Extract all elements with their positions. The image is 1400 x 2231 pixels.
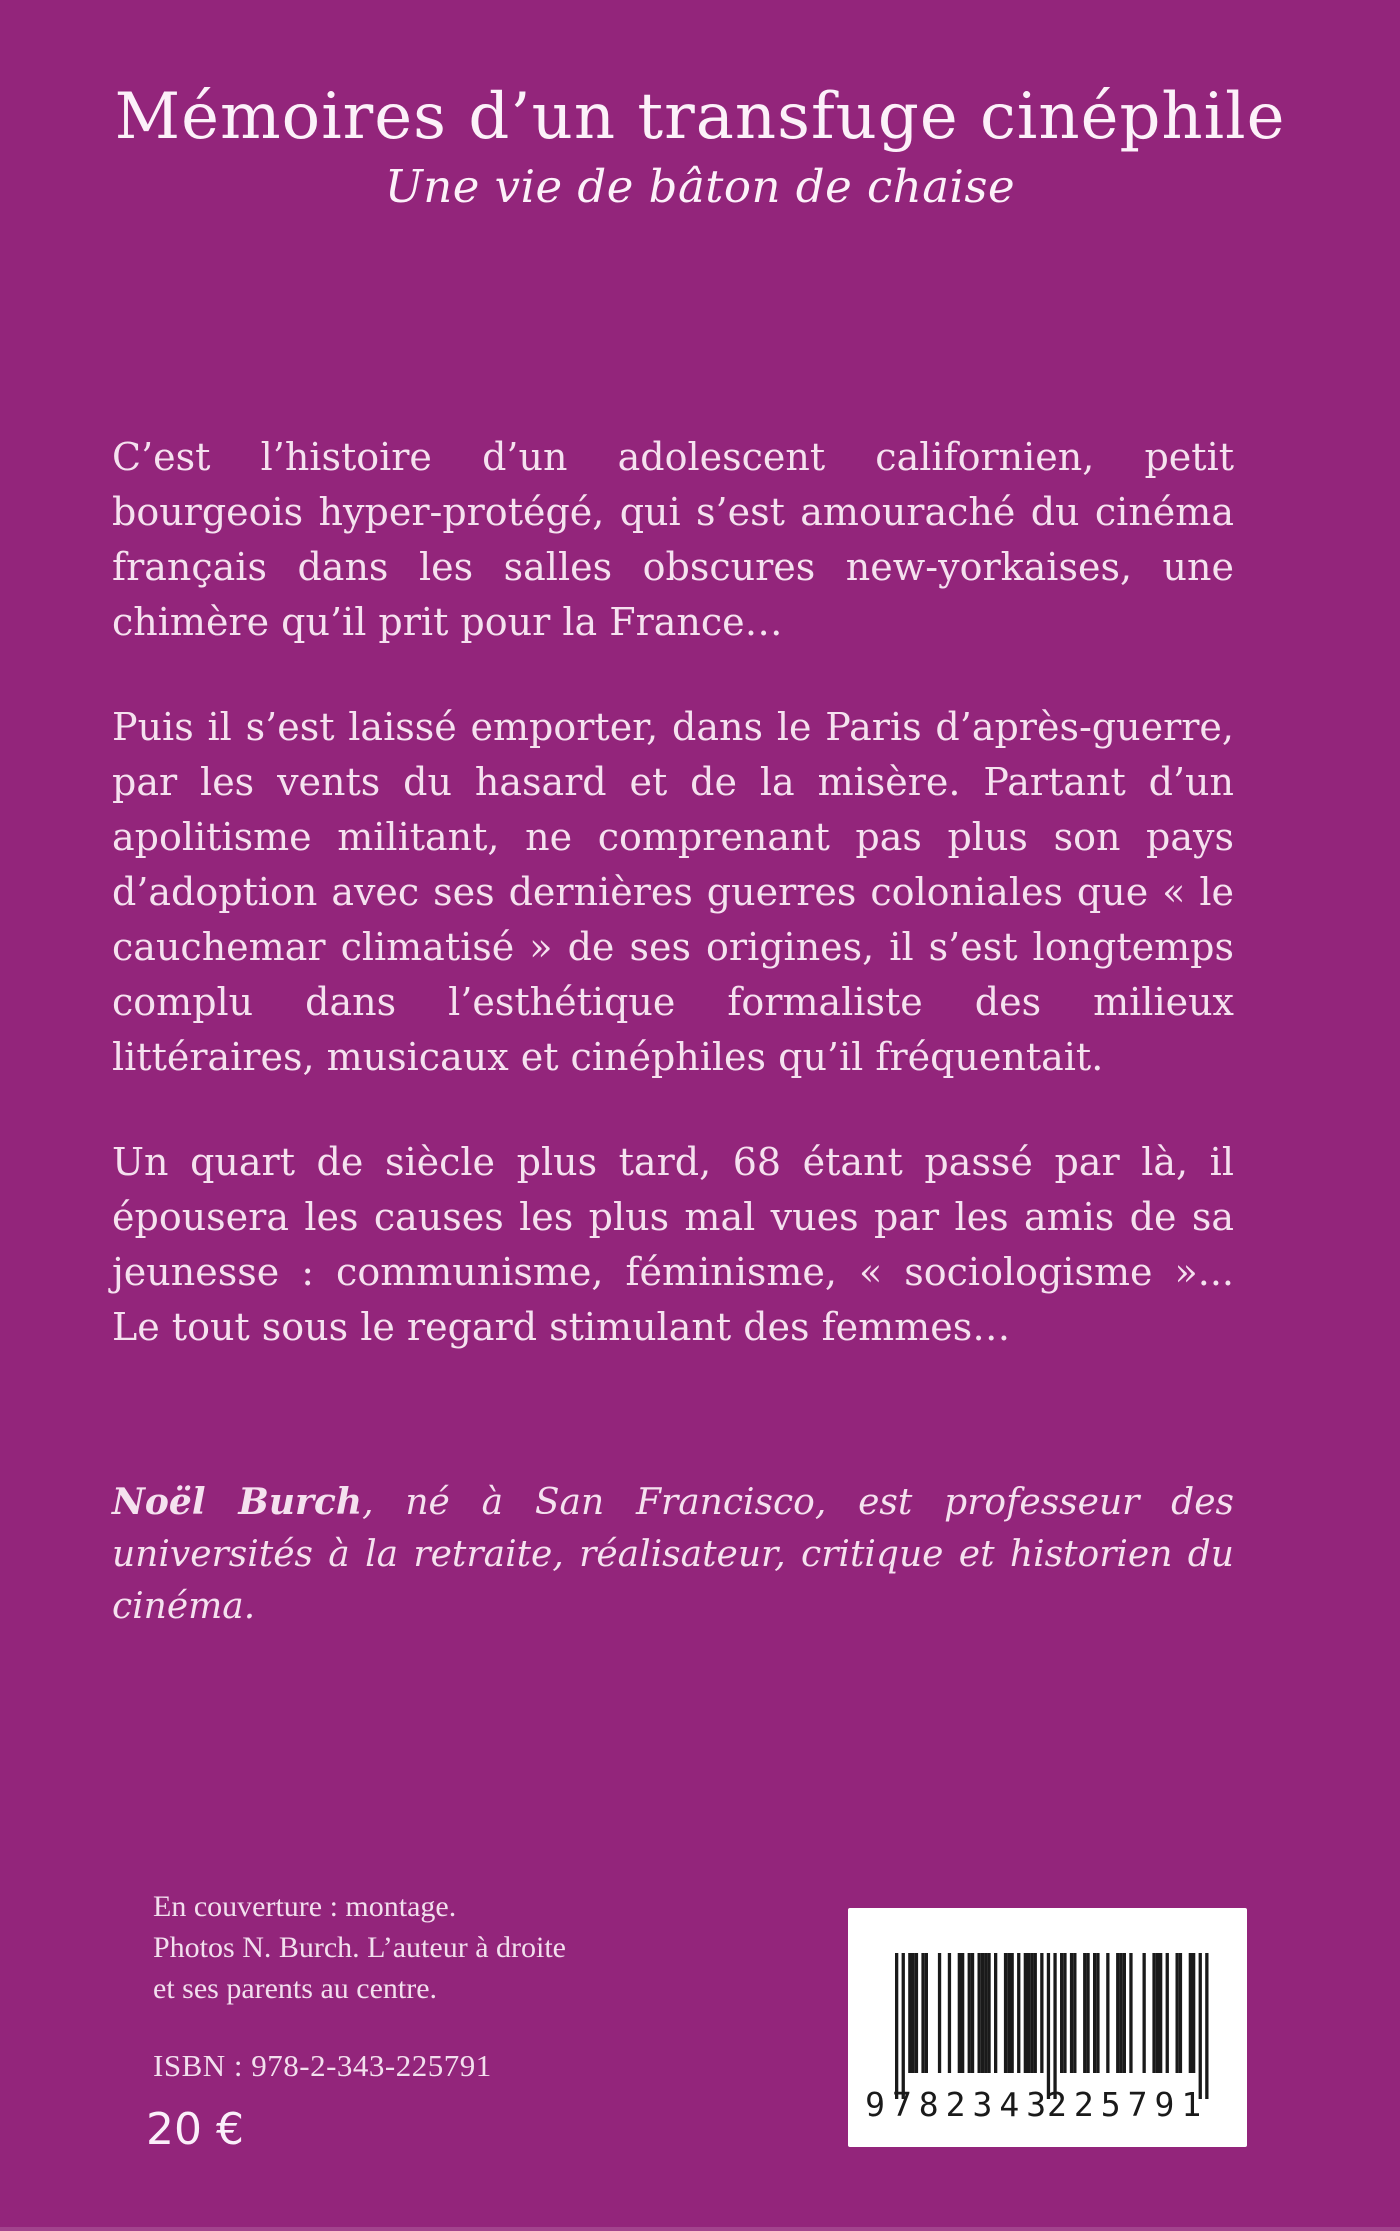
title-block	[0, 82, 1400, 213]
price-label: 20 €	[146, 2104, 244, 2155]
barcode	[848, 1908, 1247, 2147]
svg-text:225791: 225791	[1047, 2085, 1209, 2124]
author-bio	[112, 1476, 1234, 1633]
cover-credits	[153, 1886, 566, 2009]
author-name: Noël Burch	[112, 1481, 363, 1523]
book-title: Mémoires d’un transfuge cinéphile	[114, 80, 1286, 154]
synopsis-paragraph-2: Puis il s’est laissé emporter, dans le Paris d’après-guerre, par les vents du hasard et de la misère. Partant d’un apolitisme militant, ne comprenant pas plus son pays d’adoption avec ses dernières guerres coloniales que « le cauchemar climatisé » de ses origines, il s’est longtemps complu dans l’esthétique formaliste des milieux littéraires, musicaux et cinéphiles qu’il fréquentait.	[112, 705, 1234, 1079]
synopsis-block	[112, 430, 1234, 1405]
credit-line: et ses parents au centre.	[153, 1972, 438, 2005]
barcode-bars	[848, 1908, 1247, 2147]
svg-text:782343: 782343	[891, 2085, 1054, 2124]
credit-line: Photos N. Burch. L’auteur à droite	[153, 1931, 566, 1964]
isbn-label: ISBN : 978-2-343-225791	[153, 2048, 492, 2083]
credit-line: En couverture : montage.	[153, 1890, 457, 1923]
book-subtitle: Une vie de bâton de chaise	[384, 159, 1016, 213]
author-bio-text: , né à San Francisco, est professeur des universités à la retraite, réalisateur, critique et historien du cinéma.	[112, 1482, 1234, 1627]
synopsis-paragraph-3: Un quart de siècle plus tard, 68 étant passé par là, il épousera les causes les plus mal vues par les amis de sa jeunesse : communisme, féminisme, « sociologisme »... Le tout sous le regard stimulant des femmes…	[112, 1140, 1234, 1349]
page-bottom-edge	[0, 2227, 1400, 2231]
svg-text:9: 9	[865, 2085, 885, 2124]
synopsis-paragraph-1: C’est l’histoire d’un adolescent californien, petit bourgeois hyper-protégé, qui s’est amouraché du cinéma français dans les salles obscures new-yorkaises, une chimère qu’il prit pour la France…	[112, 435, 1234, 644]
